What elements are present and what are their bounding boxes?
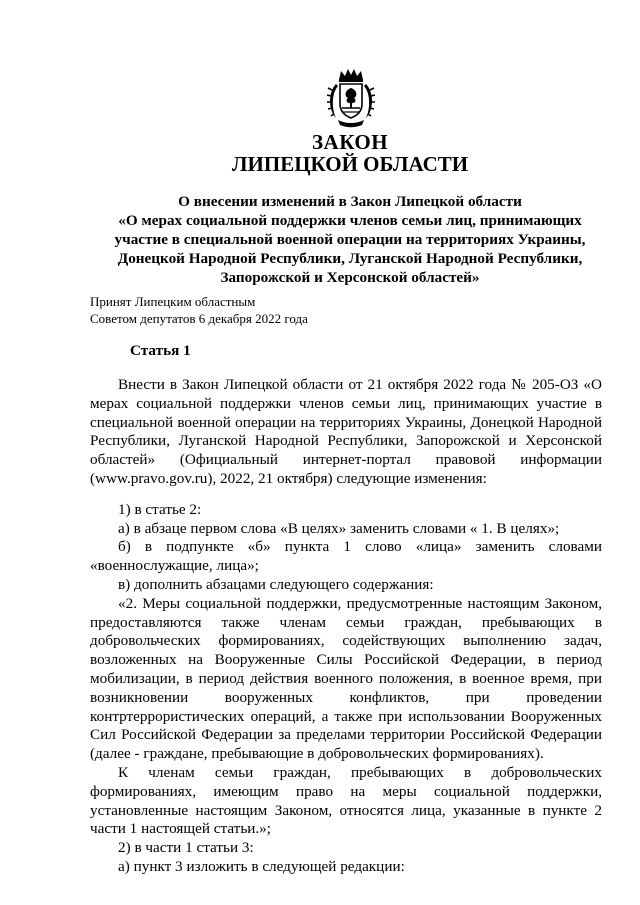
intro-line: Республики, Луганской Народной Республики, Запорожской и Херсонской (90, 432, 602, 450)
item-line: «военнослужащие, лица»; (90, 557, 259, 575)
item-line: Сил Российской Федерации за пределами территории Российской Федерации (90, 726, 602, 744)
item-line: мобилизации, в период действия военного положения, в военное время, при (90, 669, 602, 687)
item-line: установленные настоящим Законом, относятся лица, указанные в пункте 2 (90, 801, 602, 819)
item-line: предоставляются также членам семьи граждан, пребывающих в (90, 613, 602, 631)
subtitle-line: О внесении изменений в Закон Липецкой области (178, 193, 522, 210)
intro-line: областей» (Официальный интернет-портал правовой информации (90, 451, 602, 469)
document-body (90, 376, 602, 877)
item-line: в) дополнить абзацами следующего содержания: (118, 575, 434, 593)
item-line: К членам семьи граждан, пребывающих в добровольческих (118, 763, 602, 781)
law-subtitle (95, 192, 605, 287)
adoption-note (90, 293, 308, 327)
intro-line: (www.pravo.gov.ru), 2022, 21 октября) следующие изменения: (90, 469, 487, 487)
subtitle-line: участие в специальной военной операции на территориях Украины, (114, 231, 586, 248)
article-heading: Статья 1 (130, 342, 191, 359)
item-line: части 1 настоящей статьи.»; (90, 820, 271, 838)
intro-line: Внести в Закон Липецкой области от 21 октября 2022 года № 205-ОЗ «О (118, 376, 602, 393)
item-line: б) в подпункте «б» пункта 1 слово «лица» заменить словами (118, 538, 602, 556)
item-line: а) пункт 3 изложить в следующей редакции: (118, 857, 405, 875)
item-line: а) в абзаце первом слова «В целях» заменить словами « 1. В целях»; (118, 519, 560, 537)
intro-line: мерах социальной поддержки членов семьи лиц, принимающих участие в (90, 394, 602, 412)
subtitle-line: Донецкой Народной Республики, Луганской Народной Республики, (117, 250, 583, 267)
law-title: ЗАКОН (311, 130, 389, 154)
item-line: возникновении вооруженных конфликтов, при проведении (90, 688, 602, 706)
subtitle-line: Запорожской и Херсонской областей» (220, 269, 480, 286)
adoption-line: Принят Липецким областным (90, 294, 256, 309)
coat-of-arms-emblem (326, 66, 376, 128)
item-line: 1) в статье 2: (118, 500, 202, 518)
region-title: ЛИПЕЦКОЙ ОБЛАСТИ (231, 152, 469, 176)
adoption-line: Советом депутатов 6 декабря 2022 года (90, 311, 308, 326)
item-line: 2) в части 1 статьи 3: (118, 839, 254, 857)
intro-line: специальной военной операции на территориях Украины, Донецкой Народной (90, 413, 602, 431)
item-line: «2. Меры социальной поддержки, предусмотренные настоящим Законом, (118, 594, 602, 612)
subtitle-line: «О мерах социальной поддержки членов семьи лиц, принимающих (118, 212, 582, 229)
item-line: добровольческих формированиях, содействующих выполнению задач, (90, 632, 602, 650)
item-line: (далее - граждане, пребывающие в добровольческих формированиях). (90, 745, 544, 763)
item-line: возложенных на Вооруженные Силы Российской Федерации, в период (90, 651, 602, 669)
item-line: формированиях, имеющим право на меры социальной поддержки, (90, 782, 602, 800)
item-line: контртеррористических операций, а также при использовании Вооруженных (90, 707, 602, 725)
